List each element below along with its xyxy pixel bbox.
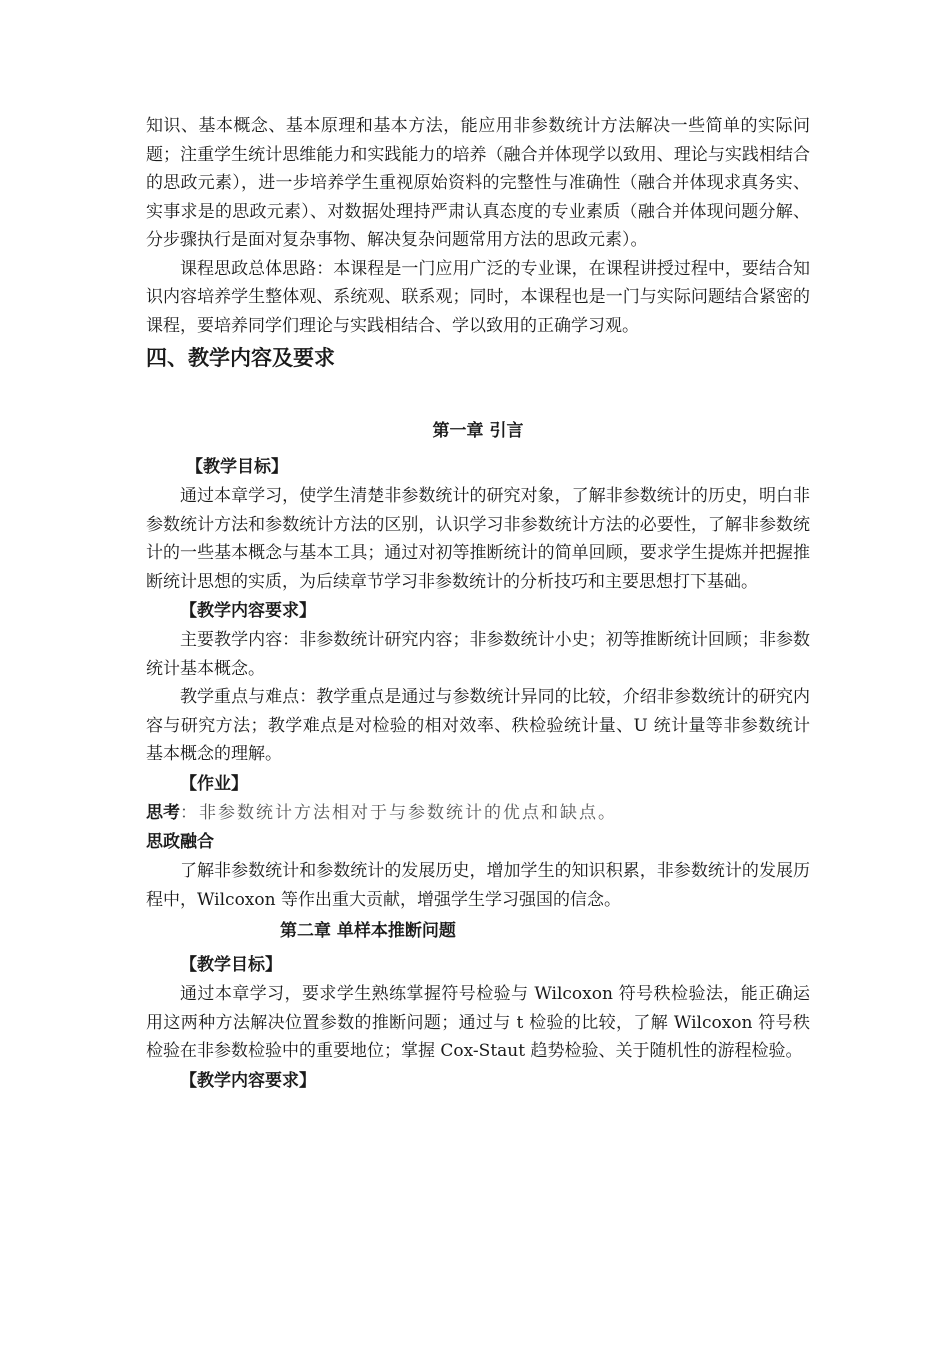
chapter-1-goal-heading: 【教学目标】 [186, 457, 288, 477]
think-label: 思考 [146, 802, 180, 823]
document-page [146, 112, 810, 1096]
think-text: ：非参数统计方法相对于与参数统计的优点和缺点。 [180, 802, 617, 823]
chapter-1-content-key: 教学重点与难点：教学重点是通过与参数统计异同的比较，介绍非参数统计的研究内容与研究方法；教学难点是对检验的相对效率、秩检验统计量、U 统计量等非参数统计基本概念的理解。 [146, 687, 810, 764]
chapter-2-content-heading: 【教学内容要求】 [180, 1070, 316, 1091]
chapter-2-goal-heading: 【教学目标】 [180, 955, 282, 975]
chapter-1-title: 第一章 引言 [432, 421, 524, 441]
section-heading: 四、教学内容及要求 [146, 346, 335, 370]
chapter-1-ideology-heading: 思政融合 [146, 832, 214, 852]
intro-paragraph-1: 知识、基本概念、基本原理和基本方法，能应用非参数统计方法解决一些简单的实际问题；注重学生统计思维能力和实践能力的培养（融合并体现学以致用、理论与实践相结合的思政元素），进一步培养学生重视原始资料的完整性与准确性（融合并体现求真务实、实事求是的思政元素）、对数据处理持严肃认真态度的专业素质（融合并体现问题分解、分步骤执行是面对复杂事物、解决复杂问题常用方法的思政元素）。 [146, 116, 810, 250]
spacer [146, 374, 810, 416]
chapter-1-ideology-text: 了解非参数统计和参数统计的发展历史，增加学生的知识积累，非参数统计的发展历程中，Wilcoxon 等作出重大贡献，增强学生学习强国的信念。 [146, 861, 810, 910]
chapter-2-goal-text: 通过本章学习，要求学生熟练掌握符号检验与 Wilcoxon 符号秩检验法，能正确运用这两种方法解决位置参数的推断问题；通过与 t 检验的比较，了解 Wilcoxon 符号秩检验在非参数检验中的重要地位；掌握 Cox-Staut 趋势检验、关于随机性的游程检验。 [146, 984, 810, 1061]
chapter-1-content-main: 主要教学内容：非参数统计研究内容；非参数统计小史；初等推断统计回顾；非参数统计基本概念。 [146, 630, 810, 679]
chapter-1-content-heading: 【教学内容要求】 [180, 601, 316, 621]
intro-paragraph-2: 课程思政总体思路：本课程是一门应用广泛的专业课，在课程讲授过程中，要结合知识内容培养学生整体观、系统观、联系观；同时，本课程也是一门与实际问题结合紧密的课程，要培养同学们理论与实践相结合、学以致用的正确学习观。 [146, 258, 810, 336]
chapter-2-title: 第二章 单样本推断问题 [280, 921, 456, 941]
chapter-1-think-line [146, 799, 810, 828]
chapter-1-goal-text: 通过本章学习，使学生清楚非参数统计的研究对象，了解非参数统计的历史，明白非参数统计方法和参数统计方法的区别，认识学习非参数统计方法的必要性，了解非参数统计的一些基本概念与基本工具；通过对初等推断统计的简单回顾，要求学生提炼并把握推断统计思想的实质，为后续章节学习非参数统计的分析技巧和主要思想打下基础。 [146, 486, 810, 592]
chapter-1-homework-heading: 【作业】 [180, 773, 248, 794]
